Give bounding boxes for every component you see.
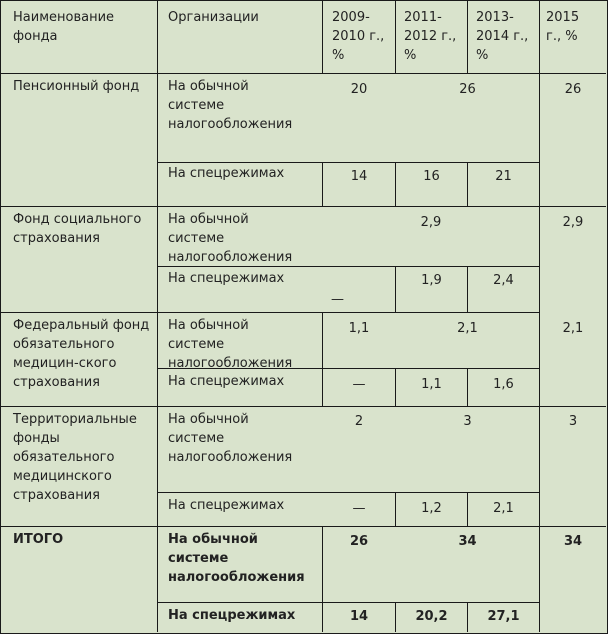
value-cell: — [352,377,366,392]
fund-name: Фонд социального страхования [13,212,142,246]
value-cell: 2 [354,414,364,429]
value-cell: 26 [459,82,476,97]
value-cell: 2,4 [493,273,514,288]
value-cell: 26 [564,82,582,97]
org-special-label: На спецрежимах [168,498,285,513]
fund-name: Пенсионный фонд [13,79,140,94]
org-special-label: На спецрежимах [168,374,285,389]
value-cell: 14 [349,609,369,624]
value-cell: 1,9 [421,273,442,288]
value-cell: 2,1 [562,321,584,336]
header-2011-2012: 2011- 2012 г., % [404,10,457,63]
org-standard-label: На обычной системе налогообложения [168,412,293,465]
grid-line [395,1,396,73]
header-fund: Наименование фонда [13,10,115,44]
value-cell: 2,1 [457,321,478,336]
grid-line [1,73,606,74]
value-cell: 34 [458,534,477,549]
value-cell: 1,2 [421,501,442,516]
grid-line [1,406,606,407]
value-cell: — [352,501,366,516]
org-standard-label: На обычной системе налогообложения [168,212,293,265]
value-cell: 3 [463,414,472,429]
header-2009-2010: 2009- 2010 г., % [332,10,385,63]
value-cell: 20 [350,82,368,97]
grid-line [467,1,468,73]
value-cell: — [331,292,344,307]
total-label: ИТОГО [13,532,64,547]
value-cell: 1,1 [348,321,370,336]
grid-line [1,526,606,527]
grid-line [157,602,539,603]
grid-line [1,312,539,313]
value-cell: 14 [350,169,368,184]
org-standard-label: На обычной системе налогообложения [168,318,293,371]
value-cell: 26 [349,534,369,549]
header-2015: 2015 г., % [546,10,580,44]
grid-line [322,1,323,73]
org-standard-label: На обычной системе налогообложения [168,532,305,585]
value-cell: 1,6 [493,377,514,392]
value-cell: 27,1 [487,609,520,624]
value-cell: 20,2 [415,609,448,624]
value-cell: 2,9 [562,215,584,230]
fund-name: Территориальные фонды обязательного медицинского страхования [13,412,137,503]
grid-line [157,1,158,632]
org-special-label: На спецрежимах [168,166,285,181]
value-cell: 16 [423,169,440,184]
grid-line [157,492,539,493]
org-standard-label: На обычной системе налогообложения [168,79,293,132]
org-special-label: На спецрежимах [168,608,296,623]
value-cell: 2,9 [420,215,442,230]
fund-name: Федеральный фонд обязательного медицин-ского страхования [13,318,150,390]
org-special-label: На спецрежимах [168,271,285,286]
header-organizations: Организации [168,10,259,25]
grid-line [157,162,539,163]
grid-line [1,206,606,207]
value-cell: 34 [563,534,583,549]
value-cell: 21 [495,169,512,184]
value-cell: 3 [568,414,578,429]
value-cell: 1,1 [421,377,442,392]
header-2013-2014: 2013- 2014 г., % [476,10,529,63]
value-cell: 2,1 [493,501,514,516]
